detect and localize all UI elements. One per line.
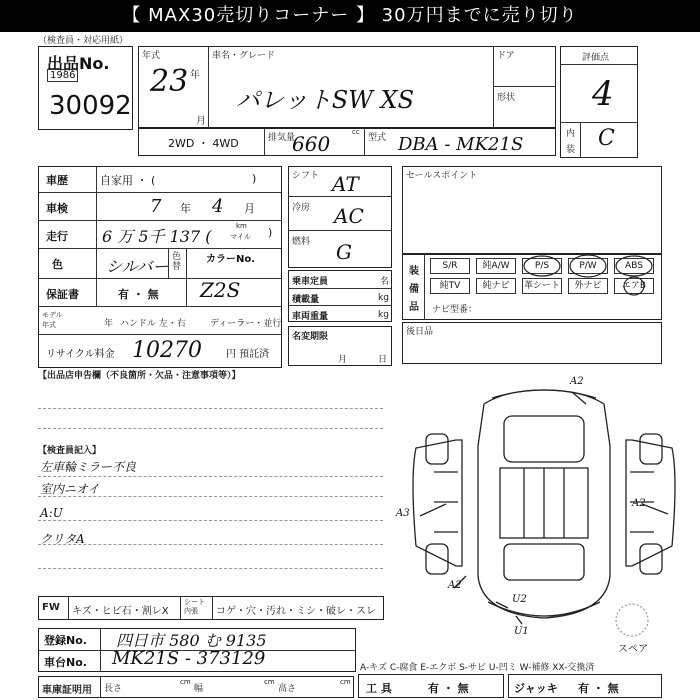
shift-value: AT [332,172,359,196]
equip-tv: 純TV [430,278,470,294]
navi-model-label: ナビ型番： [432,305,478,315]
inspection-year: 7 [150,196,162,217]
jack-label: ジャッキ [514,682,558,695]
inspection-label: 車検 [46,202,68,215]
shift-label: シフト [292,171,320,181]
fuel-value: G [336,240,352,264]
inspector-note-4: クリタA [40,532,85,546]
model-year-handle: ハンドル 左・右 [120,319,186,329]
model-year-dealer: ディーラー・並行 [210,319,282,329]
mark-a2-front: A2 [570,376,584,387]
later-notes-label: 後日品 [406,327,434,337]
cert-width: 幅 [194,684,204,694]
mileage-unit-km: km [236,222,247,230]
equip-awheel: 純A/W [476,258,516,274]
recycle-value: 10270 [132,338,202,363]
history-options: 自家用 ・ ( [100,174,156,187]
cert-cm1: cm [180,678,191,686]
jack-value: 有 ・ 無 [578,682,619,695]
mileage-unit-mile: マイル [230,233,251,241]
history-label: 車歴 [46,174,68,187]
cert-cm2: cm [264,678,275,686]
shape-label: 形状 [497,93,516,103]
model-label: 型式 [368,133,387,143]
garage-cert-label: 車庫証明用 [42,685,92,696]
warranty-value: 有 ・ 無 [118,288,159,301]
lot-box [38,46,133,130]
equip-ps: P/S [522,258,562,274]
registration-value: 四日市 580 む 9135 [116,631,267,650]
inspector-note-1: 左車輪ミラー不良 [40,460,137,474]
aircon-label: 冷房 [292,203,311,213]
displacement-unit: cc [352,128,360,136]
drive-label: 2WD ・ 4WD [168,137,239,150]
color-change-label: 色替 [172,252,182,272]
model-year-label2: 年式 [42,321,56,329]
chassis-label: 車台No. [44,656,87,669]
equipment-label-1: 装 [409,266,419,277]
name-change-label: 名変期限 [292,332,329,342]
month-mark: 月 [196,116,206,127]
load-unit: kg [378,293,389,303]
displacement-value: 660 [292,132,331,156]
color-value: シルバー [106,257,169,276]
color-code-value: Z2S [200,278,241,302]
mark-a2-right: A2 [632,498,646,509]
mileage-value: 6 万 5千 137 ( [102,227,212,246]
interior-value: C [598,126,615,151]
equip-pw: P/W [568,258,608,274]
later-notes-box [402,322,662,364]
spare-tire-icon [612,600,652,640]
spare-label: スペア [618,644,648,655]
lot-sub: 1986 [47,69,78,82]
load-label: 積載量 [292,295,320,305]
damage-seat: シート 内張 [184,598,205,615]
cert-length: 長さ [104,684,123,694]
aircon-value: AC [334,204,364,228]
header-note: （検査員・対応用紙） [38,36,129,46]
inspection-month: 4 [212,196,224,217]
inspection-month-unit: 月 [244,202,255,215]
fuel-label: 燃料 [292,237,311,247]
equipment-label-3: 品 [409,302,419,313]
damage-glass: キズ・ヒビ石・割レX [72,606,169,617]
color-label: 色 [52,258,63,271]
model-year-label1: モデル [42,311,63,319]
equip-sr: S/R [430,258,470,274]
cert-height: 高さ [278,684,297,694]
weight-unit: kg [378,310,389,320]
history-close: ) [252,172,257,185]
damage-fw: FW [42,602,60,613]
equip-navi: 純ナビ [476,278,516,294]
inspection-year-unit: 年 [180,202,191,215]
color-code-label: カラーNo. [206,254,256,265]
door-label: ドア [497,51,515,61]
chassis-value: MK21S - 373129 [112,648,266,669]
capacity-label: 乗車定員 [292,277,329,287]
grade-label: 評価点 [582,53,610,63]
displacement-label: 排気量 [268,133,296,143]
weight-label: 車両重量 [292,312,329,322]
year-mark: 年 [190,70,200,81]
mark-a2-rear-left: A2 [448,580,462,591]
lot-number: 30092 [49,91,132,121]
equip-abs: ABS [614,258,654,274]
inspector-label: 【検査員記入】 [38,446,102,456]
warranty-label: 保証書 [46,288,79,301]
model-year-year: 年 [104,319,114,329]
year-label: 年式 [142,51,161,61]
lot-label: 出品No. [47,54,110,73]
mileage-close: ) [268,226,273,239]
inspector-note-3: A:U [40,506,63,520]
interior-label-top: 内 [566,129,576,139]
cert-cm3: cm [340,678,351,686]
tools-label: 工 具 [366,682,392,695]
top-banner: 【 MAX30売切りコーナー 】 30万円までに売り切り [0,0,700,32]
equipment-label-2: 備 [409,284,419,295]
equipment-circles [520,250,660,300]
mark-a3-left: A3 [396,508,410,519]
recycle-label: リサイクル料金 [46,349,115,360]
seller-notes-label: 【出品店申告欄（不良箇所・欠品・注意事項等）】 [38,371,241,381]
damage-code-legend: A-キズ C-腐食 E-エクボ S-サビ U-凹ミ W-補修 XX-交換済 [360,663,595,673]
mark-u1: U1 [514,626,529,637]
model-value: DBA - MK21S [398,134,524,155]
recycle-unit: 円 預託済 [226,349,270,360]
equip-leather: 革シート [522,278,562,294]
equip-ext-navi: 外ナビ [568,278,608,294]
mileage-label: 走行 [46,230,68,243]
equip-airbag: エアB [614,278,654,294]
tools-value: 有 ・ 無 [428,682,469,695]
car-name-value: パレットSW XS [236,86,415,114]
sales-point-label: セールスポイント [406,171,478,181]
mark-u2: U2 [512,594,527,605]
damage-interior: コゲ・穴・汚れ・ミシ・破レ・スレ [216,606,376,617]
car-name-label: 車名・グレード [212,51,276,61]
inspector-note-2: 室内ニオイ [40,482,100,496]
name-change-day: 日 [378,355,388,365]
grade-value: 4 [592,74,614,114]
year-value: 23 [150,64,189,99]
interior-label-bottom: 装 [566,145,576,155]
registration-label: 登録No. [44,634,87,647]
name-change-month: 月 [338,355,348,365]
capacity-unit: 名 [380,277,390,287]
